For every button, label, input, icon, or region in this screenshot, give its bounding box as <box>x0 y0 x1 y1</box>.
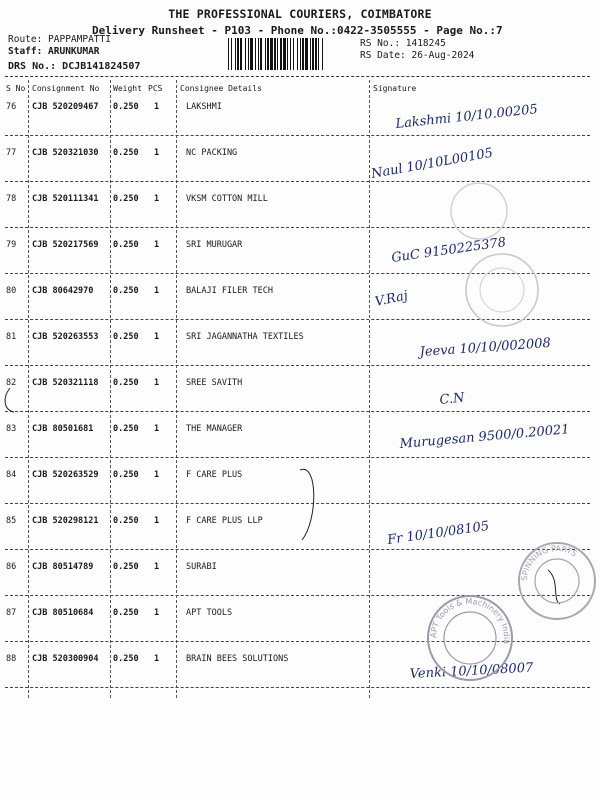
cell-consignee: NC PACKING <box>186 148 238 158</box>
barcode-bar <box>312 38 314 70</box>
cell-consignee: VKSM COTTON MILL <box>186 194 268 204</box>
cell-pcs: 1 <box>154 286 160 296</box>
rs-number: RS No.: 1418245 <box>360 38 446 49</box>
cell-weight: 0.250 <box>113 654 139 664</box>
cell-sno: 83 <box>6 424 17 434</box>
table-row <box>0 562 600 608</box>
barcode-bar <box>310 38 311 70</box>
row-divider <box>5 181 590 182</box>
cell-weight: 0.250 <box>113 240 139 250</box>
table-row <box>0 470 600 516</box>
cell-pcs: 1 <box>154 562 160 572</box>
cell-consignee: APT TOOLS <box>186 608 233 618</box>
runsheet-subtitle: Delivery Runsheet - P103 - Phone No.:0422-3505555 - Page No.:7 <box>92 24 503 37</box>
cell-sno: 77 <box>6 148 17 158</box>
cell-sno: 82 <box>6 378 17 388</box>
barcode-bar <box>267 38 269 70</box>
table-row <box>0 378 600 424</box>
signature: Naul 10/10L00105 <box>370 145 495 182</box>
barcode-bar <box>231 38 232 70</box>
barcode-bar <box>287 38 288 70</box>
table-row <box>0 286 600 332</box>
header-rule <box>5 76 590 77</box>
barcode-bar <box>228 38 229 70</box>
barcode-bar <box>283 38 286 70</box>
col-consignment: Consignment No <box>32 84 100 93</box>
barcode-bar <box>277 38 278 70</box>
row-divider <box>5 549 590 550</box>
signature: Fr 10/10/08105 <box>386 518 491 548</box>
signature: Murugesan 9500/0.20021 <box>399 422 571 452</box>
barcode-bar <box>318 38 319 70</box>
table-row <box>0 145 600 194</box>
signature: V.Raj <box>373 288 410 310</box>
cell-weight: 0.250 <box>113 102 139 112</box>
barcode-bar <box>250 38 253 70</box>
row-divider <box>5 135 590 136</box>
cell-pcs: 1 <box>154 240 160 250</box>
cell-consignee: SRI MURUGAR <box>186 240 243 250</box>
cell-consignment: CJB 520321030 <box>32 148 99 158</box>
cell-weight: 0.250 <box>113 332 139 342</box>
barcode-bar <box>255 38 256 70</box>
row-divider <box>5 273 590 274</box>
cell-weight: 0.250 <box>113 516 139 526</box>
cell-consignment: CJB 80501681 <box>32 424 94 434</box>
barcode-bar <box>293 38 294 70</box>
cell-pcs: 1 <box>154 194 160 204</box>
cell-sno: 80 <box>6 286 17 296</box>
row-divider <box>5 319 590 320</box>
barcode-bar <box>258 38 259 70</box>
col-weight: Weight <box>113 84 142 93</box>
barcode-bar <box>248 38 249 70</box>
cell-consignment: CJB 80514789 <box>32 562 94 572</box>
cell-consignment: CJB 520217569 <box>32 240 99 250</box>
row-divider <box>5 411 590 412</box>
cell-consignment: CJB 520300904 <box>32 654 99 664</box>
row-divider <box>5 687 590 688</box>
barcode-bar <box>305 38 308 70</box>
barcode-bar <box>322 38 323 70</box>
barcode-bar <box>260 38 262 70</box>
drs-number: DRS No.: DCJB141824507 <box>8 61 141 72</box>
staff-label: Staff: ARUNKUMAR <box>8 46 100 57</box>
barcode-bar <box>300 38 301 70</box>
barcode-bar <box>274 38 276 70</box>
barcode-bar <box>297 38 298 70</box>
col-sno: S No <box>6 84 26 93</box>
cell-pcs: 1 <box>154 332 160 342</box>
cell-sno: 86 <box>6 562 17 572</box>
barcode-bar <box>280 38 282 70</box>
row-divider <box>5 227 590 228</box>
cell-consignee: F CARE PLUS <box>186 470 243 480</box>
barcode-bar <box>290 38 291 70</box>
cell-weight: 0.250 <box>113 562 139 572</box>
col-pcs: PCS <box>148 84 163 93</box>
cell-sno: 84 <box>6 470 17 480</box>
cell-pcs: 1 <box>154 148 160 158</box>
barcode-bar <box>265 38 266 70</box>
cell-pcs: 1 <box>154 424 160 434</box>
table-row <box>0 424 600 470</box>
col-consignee: Consignee Details <box>180 84 262 93</box>
row-divider <box>5 503 590 504</box>
cell-sno: 88 <box>6 654 17 664</box>
cell-pcs: 1 <box>154 516 160 526</box>
barcode-bar <box>245 38 246 70</box>
cell-consignment: CJB 520111341 <box>32 194 99 204</box>
barcode-bar <box>240 38 242 70</box>
cell-pcs: 1 <box>154 378 160 388</box>
cell-pcs: 1 <box>154 654 160 664</box>
row-divider <box>5 365 590 366</box>
stamp-text: SPINNING PARTS <box>519 543 579 582</box>
cell-consignment: CJB 520298121 <box>32 516 99 526</box>
col-signature: Signature <box>373 84 417 93</box>
signature: Lakshmi 10/10.00205 <box>394 102 539 132</box>
table-row <box>0 516 600 562</box>
cell-pcs: 1 <box>154 608 160 618</box>
company-title: THE PROFESSIONAL COURIERS, COIMBATORE <box>168 7 432 21</box>
signature: Jeeva 10/10/002008 <box>419 335 552 360</box>
cell-consignee: BALAJI FILER TECH <box>186 286 273 296</box>
barcode-bar <box>270 38 273 70</box>
cell-consignee: THE MANAGER <box>186 424 243 434</box>
cell-sno: 87 <box>6 608 17 618</box>
barcode <box>228 38 353 70</box>
cell-pcs: 1 <box>154 102 160 112</box>
cell-weight: 0.250 <box>113 424 139 434</box>
signature: C.N <box>438 390 466 408</box>
cell-consignment: CJB 520209467 <box>32 102 99 112</box>
cell-pcs: 1 <box>154 470 160 480</box>
cell-consignee: LAKSHMI <box>186 102 222 112</box>
cell-sno: 79 <box>6 240 17 250</box>
signature: Venki 10/10/08007 <box>409 660 534 682</box>
row-divider <box>5 457 590 458</box>
cell-weight: 0.250 <box>113 286 139 296</box>
cell-consignee: F CARE PLUS LLP <box>186 516 263 526</box>
cell-weight: 0.250 <box>113 470 139 480</box>
row-divider <box>5 641 590 642</box>
cell-sno: 76 <box>6 102 17 112</box>
table-row <box>0 608 600 654</box>
cell-consignment: CJB 80510684 <box>32 608 94 618</box>
stamp-text: APT Tools & Machinery India <box>428 596 512 645</box>
table-row <box>0 332 600 378</box>
cell-sno: 85 <box>6 516 17 526</box>
barcode-bar <box>235 38 236 70</box>
cell-consignee: SURABI <box>186 562 217 572</box>
cell-consignee: SRI JAGANNATHA TEXTILES <box>186 332 304 342</box>
cell-consignee: BRAIN BEES SOLUTIONS <box>186 654 289 664</box>
cell-consignment: CJB 520263553 <box>32 332 99 342</box>
cell-weight: 0.250 <box>113 608 139 618</box>
cell-weight: 0.250 <box>113 148 139 158</box>
cell-sno: 78 <box>6 194 17 204</box>
cell-consignment: CJB 520321118 <box>32 378 99 388</box>
cell-weight: 0.250 <box>113 378 139 388</box>
barcode-bar <box>237 38 239 70</box>
table-row <box>0 654 600 700</box>
cell-consignee: SREE SAVITH <box>186 378 243 388</box>
cell-weight: 0.250 <box>113 194 139 204</box>
barcode-bar <box>302 38 304 70</box>
cell-sno: 81 <box>6 332 17 342</box>
barcode-bar <box>315 38 317 70</box>
route-label: Route: PAPPAMPATTI <box>8 34 111 45</box>
table-row <box>0 102 600 148</box>
signature: GuC 9150225378 <box>390 235 507 266</box>
table-row <box>0 194 600 240</box>
cell-consignment: CJB 80642970 <box>32 286 94 296</box>
cell-consignment: CJB 520263529 <box>32 470 99 480</box>
rs-date: RS Date: 26-Aug-2024 <box>360 50 475 61</box>
row-divider <box>5 595 590 596</box>
table-row <box>0 240 600 286</box>
